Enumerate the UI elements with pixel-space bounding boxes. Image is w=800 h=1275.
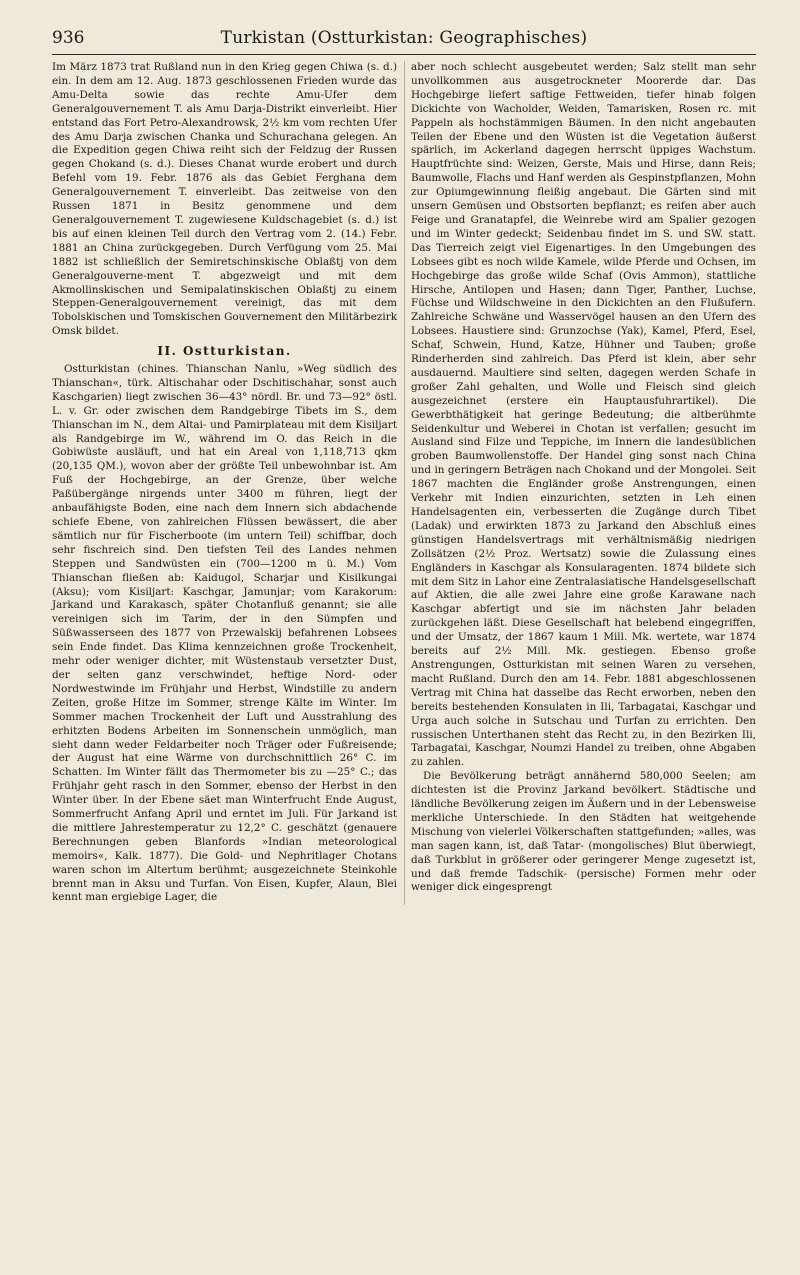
right-paragraph-1: aber noch schlecht ausgebeutet werden; Salz stellt man sehr unvollkommen aus ausgetrockneter Moorerde dar. Das Hochgebirge liefert saftige Fettweiden, tiefer hinab folgen Dickichte von Wacholder, Weiden, Tamarisken, Rosen rc. mit Pappeln als hochstämmigen Bäumen. In den nicht angebauten Teilen der Ebene und den Wüsten ist die Vegetation äußerst spärlich, im Ackerland dagegen herrscht üppiges Wachstum. Hauptfrüchte sind: Weizen, Gerste, Mais und Hirse, dann Reis; Baumwolle, Flachs und Hanf werden als Gespinstpflanzen, Mohn zur Opiumgewinnung fleißig angebaut. Die Gärten sind mit unsern Gemüsen und Obstsorten bepflanzt; es reifen aber auch Feige und Granatapfel, die Weinrebe wird am Spalier gezogen und im Winter gedeckt; Seidenbau findet im S. und SW. statt. Das Tierreich zeigt viel Eigenartiges. In den Umgebungen des Lobsees gibt es noch wilde Kamele, wilde Pferde und Ochsen, im Hochgebirge das große wilde Schaf (Ovis Ammon), stattliche Hirsche, Antilopen und Hasen; dann Tiger, Panther, Luchse, Füchse und Wildschweine in den Dickichten an den Flußufern. Zahlreiche Schwäne und Wasservögel hausen an den Ufern des Lobsees. Haustiere sind: Grunzochse (Yak), Kamel, Pferd, Esel, Schaf, Schwein, Hund, Katze, Hühner und Tauben; große Rinderherden sind zahlreich. Das Pferd ist klein, aber sehr ausdauernd. Maultiere sind selten, dagegen werden Schafe in großer Zahl gehalten, und Wolle und Fleisch sind gleich ausgezeichnet (erstere ein Hauptausfuhrartikel). Die Gewerbthätigkeit hat geringe Bedeutung; die altberühmte Seidenkultur und Weberei in Chotan ist verfallen; gesucht im Ausland sind Filze und Teppiche, im Innern die landesüblichen groben Baumwollenstoffe. Der Handel ging sonst nach China und in geringern Beträgen nach Chokand und der Mongolei. Seit 1867 machten die Engländer große Anstrengungen, einen Verkehr mit Indien einzurichten, setzten in Leh einen Handelsagenten ein, verbesserten die Zugänge durch Tibet (Ladak) und erwirkten 1873 zu Jarkand den Abschluß eines günstigen Handelsvertrags mit verhältnismäßig niedrigen Zollsätzen (2½ Proz. Wertsatz) sowie die Zulassung eines Engländers in Kaschgar als Konsularagenten. 1874 bildete sich mit dem Sitz in Lahor eine Zentralasiatische Handelsgesellschaft auf Aktien, die alle zwei Jahre eine große Karawane nach Kaschgar abfertigt und sie im nächsten Jahr beladen zurückgehen läßt. Diese Gesellschaft hat belebend eingegriffen, und der Umsatz, der 1867 kaum 1 Mill. Mk. wertete, war 1874 bereits auf 2½ Mill. Mk. gestiegen. Ebenso große Anstrengungen, Ostturkistan mit seinen Waren zu versehen, macht Rußland. Durch den am 14. Febr. 1881 abgeschlossenen Vertrag mit China hat dasselbe das Recht erworben, neben den bereits bestehenden Konsulaten in Ili, Tarbagatai, Kaschgar und Urga auch solche in Sutschau und Turfan zu errichten. Den russischen Unterthanen steht das Recht zu, in den Bezirken Ili, Tarbagatai, Kaschgar, Noumzi Handel zu treiben, ohne Abgaben zu zahlen. <box>411 61 756 769</box>
section-heading: II. Ostturkistan. <box>157 344 292 359</box>
text-columns <box>52 61 756 905</box>
running-head: Turkistan (Ostturkistan: Geographisches) <box>220 28 588 48</box>
left-column <box>52 61 397 905</box>
left-paragraph-1: Im März 1873 trat Rußland nun in den Krieg gegen Chiwa (s. d.) ein. In dem am 12. Aug. 1873 geschlossenen Frieden wurde das Amu-Delta sowie das rechte Amu-Ufer dem Generalgouvernement T. als Amu Darja-Distrikt einverleibt. Hier entstand das Fort Petro-Alexandrowsk, 2½ km vom rechten Ufer des Amu Darja zwischen Chanka und Schurachana gelegen. An die Expedition gegen Chiwa reiht sich der Feldzug der Russen gegen Chokand (s. d.). Dieses Chanat wurde erobert und durch Befehl vom 19. Febr. 1876 als das Gebiet Ferghana dem Generalgouvernement T. einverleibt. Das zeitweise von den Russen 1871 in Besitz genommene und dem Generalgouvernement T. zugewiesene Kuldschagebiet (s. d.) ist bis auf einen kleinen Teil durch den Vertrag vom 2. (14.) Febr. 1881 an China zurückgegeben. Durch Verfügung vom 25. Mai 1882 ist schließlich der Semiretschinskische Oblaßtj von dem Generalgouverne-ment T. abgezweigt und mit dem Akmollinskischen und Semipalatinskischen Oblaßtj zu einem Steppen-Generalgouvernement vereinigt, das mit dem Tobolskischen und Tomskischen Gouvernement den Militärbezirk Omsk bildet. <box>52 61 397 338</box>
left-paragraph-2: Ostturkistan (chines. Thianschan Nanlu, »Weg südlich des Thianschan«, türk. Altischahar oder Dschitischahar, sonst auch Kaschgarien) liegt zwischen 36—43° nördl. Br. und 73—92° östl. L. v. Gr. oder zwischen dem Randgebirge Tibets im S., dem Thianschan im N., dem Altai- und Pamirplateau mit dem Kisiljart als Randgebirge im W., während im O. das Reich in die Gobiwüste ausläuft, und hat ein Areal von 1,118,713 qkm (20,135 QM.), wovon aber der größte Teil unbewohnbar ist. Am Fuß der Hochgebirge, an der Grenze, über welche Paßübergänge nirgends unter 3400 m führen, liegt der anbaufähigste Boden, eine nach dem Innern sich abdachende schiefe Ebene, von zahlreichen Flüssen bewässert, die aber sämtlich nur für Fischerboote (im untern Teil) schiffbar, doch sehr fischreich sind. Den tiefsten Teil des Landes nehmen Steppen und Sandwüsten ein (700—1200 m ü. M.) Vom Thianschan fließen ab: Kaidugol, Scharjar und Kisilkungai (Aksu); vom Kisiljart: Kaschgar, Jamunjar; vom Karakorum: Jarkand und Karakasch, später Chotanfluß genannt; sie alle vereinigen sich im Tarim, der in den Sümpfen und Süßwasserseen des 1877 von Przewalskij befahrenen Lobsees sein Ende findet. Das Klima kennzeichnen große Trockenheit, mehr oder weniger dichter, mit Wüstenstaub versetzter Dust, der selten ganz verschwindet, heftige Nord- oder Nordwestwinde im Frühjahr und Herbst, Windstille zu andern Zeiten, große Hitze im Sommer, strenge Kälte im Winter. Im Sommer machen Trockenheit der Luft und Ausstrahlung des erhitzten Bodens Arbeiten im Sonnenschein unmöglich, man sieht dann weder Feldarbeiter noch Träger oder Fußreisende; der August hat eine Wärme von durchschnittlich 26° C. im Schatten. Im Winter fällt das Thermometer bis zu —25° C.; das Frühjahr geht rasch in den Sommer, ebenso der Herbst in den Winter über. In der Ebene säet man Winterfrucht Ende August, Sommerfrucht Anfang April und erntet im Juli. Für Jarkand ist die mittlere Jahrestemperatur zu 12,2° C. geschätzt (genauere Berechnungen geben Blanfords »Indian meteorological memoirs«, Kalk. 1877). Die Gold- und Nephritlager Chotans waren schon im Altertum berühmt; ausgezeichnete Steinkohle brennt man in Aksu und Turfan. Von Eisen, Kupfer, Alaun, Blei kennt man ergiebige Lager, die <box>52 363 397 904</box>
page-number: 936 <box>52 28 85 48</box>
column-divider <box>404 61 405 905</box>
page-header <box>52 28 756 55</box>
right-paragraph-2: Die Bevölkerung beträgt annähernd 580,000 Seelen; am dichtesten ist die Provinz Jarkand bevölkert. Städtische und ländliche Bevölkerung zeigen im Äußern und in der Lebensweise merkliche Unterschiede. In den Städten hat weitgehende Mischung von vielerlei Völkerschaften stattgefunden; »alles, was man sagen kann, ist, daß Tatar- (mongolisches) Blut überwiegt, daß Turkblut in größerer oder geringerer Menge zugesetzt ist, und daß fremde Tadschik- (persische) Formen mehr oder weniger dick eingesprengt <box>411 770 756 894</box>
right-column <box>411 61 756 905</box>
